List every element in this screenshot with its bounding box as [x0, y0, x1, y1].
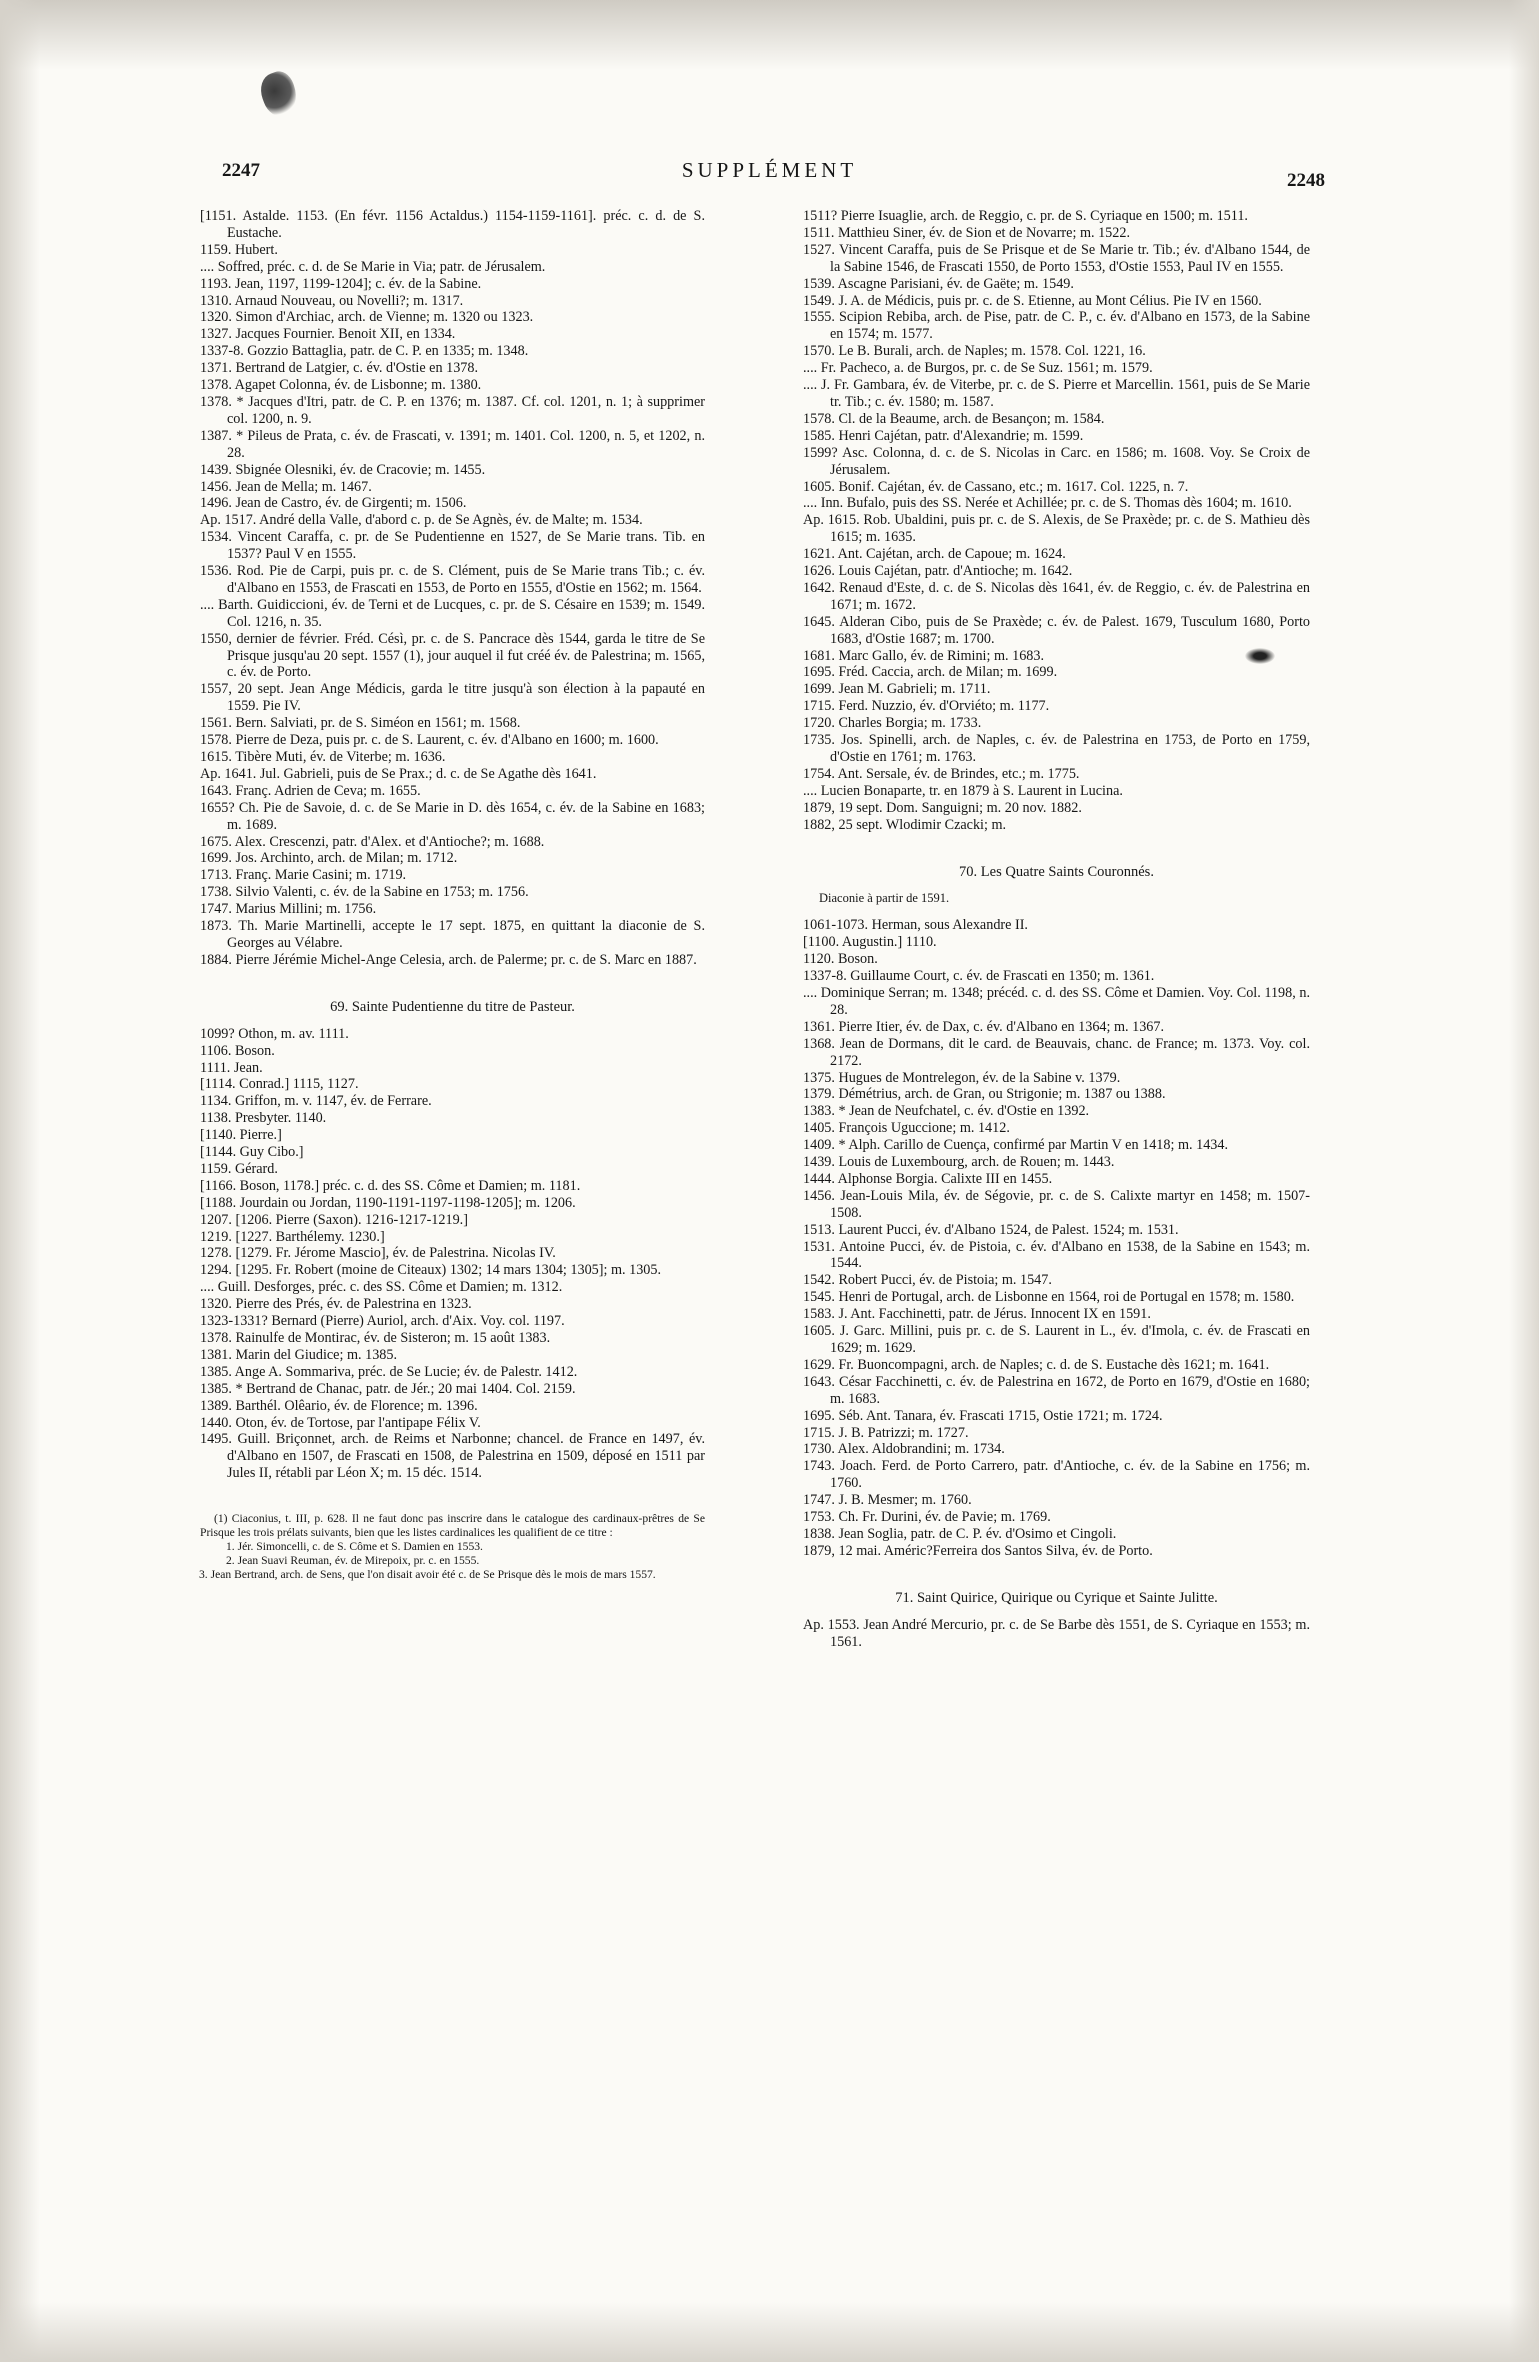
- list-item: 1699. Jos. Archinto, arch. de Milan; m. 1712.: [200, 850, 458, 867]
- list-item: 1753. Ch. Fr. Durini, év. de Pavie; m. 1769.: [803, 1509, 1051, 1526]
- list-item: 1643. César Facchinetti, c. év. de Palestrina en 1672, de Porto en 1679, d'Ostie en 1680; m. 1683.: [803, 1373, 1310, 1407]
- list-item: 1440. Oton, év. de Tortose, par l'antipape Félix V.: [200, 1414, 481, 1431]
- list-item: [1144. Guy Cibo.]: [200, 1144, 304, 1161]
- list-item: 1599? Asc. Colonna, d. c. de S. Nicolas in Carc. en 1586; m. 1608. Voy. Se Croix de Jérusalem.: [803, 444, 1310, 478]
- list-item: [1151. Astalde. 1153. (En févr. 1156 Actaldus.) 1154-1159-1161]. préc. c. d. de S. Eustache.: [200, 208, 705, 241]
- list-item: 1310. Arnaud Nouveau, ou Novelli?; m. 1317.: [200, 292, 464, 309]
- list-item: .... J. Fr. Gambara, év. de Viterbe, pr. c. de S. Pierre et Marcellin. 1561, puis de Se Marie tr. Tib.; c. év. 1580; m. 1587.: [803, 377, 1310, 410]
- ink-blot: [256, 68, 303, 121]
- list-item: 1375. Hugues de Montrelegon, év. de la Sabine v. 1379.: [803, 1069, 1121, 1086]
- section-heading-71: 71. Saint Quirice, Quirique ou Cyrique et Sainte Julitte.: [895, 1589, 1218, 1606]
- list-item: .... Fr. Pacheco, a. de Burgos, pr. c. de Se Suz. 1561; m. 1579.: [803, 360, 1153, 377]
- list-item: 1138. Presbyter. 1140.: [200, 1110, 327, 1127]
- list-item: 1557, 20 sept. Jean Ange Médicis, garda le titre jusqu'à son élection à la papauté en 1559. Pie IV.: [200, 681, 705, 715]
- list-item: 1605. Bonif. Cajétan, év. de Cassano, etc.; m. 1617. Col. 1225, n. 7.: [803, 478, 1189, 495]
- list-item: 1713. Franç. Marie Casini; m. 1719.: [200, 867, 407, 884]
- list-item: 1159. Hubert.: [200, 241, 278, 258]
- entry-list-71: [803, 1617, 1310, 1651]
- ink-stain: [1245, 648, 1275, 664]
- list-item: 1629. Fr. Buoncompagni, arch. de Naples; c. d. de S. Eustache dès 1621; m. 1641.: [803, 1356, 1270, 1373]
- list-item: 1545. Henri de Portugal, arch. de Lisbonne en 1564, roi de Portugal en 1578; m. 1580.: [803, 1289, 1295, 1306]
- list-item: 1539. Ascagne Parisiani, év. de Gaëte; m. 1549.: [803, 275, 1074, 292]
- list-item: 1381. Marin del Giudice; m. 1385.: [200, 1346, 398, 1363]
- list-item: 1495. Guill. Briçonnet, arch. de Reims et Narbonne; chancel. de France en 1497, év. d'Albano en 1507, de Frascati en 1508, de Palestrina en 1509, déposé en 1511 par Jules II, rétabli par Léon X; m. 15 déc. 1514.: [200, 1431, 705, 1482]
- list-item: 1747. Marius Millini; m. 1756.: [200, 901, 377, 918]
- list-item: 1327. Jacques Fournier. Benoit XII, en 1334.: [200, 326, 456, 343]
- list-item: 1320. Simon d'Archiac, arch. de Vienne; m. 1320 ou 1323.: [200, 309, 534, 326]
- list-item: 1106. Boson.: [200, 1042, 275, 1059]
- list-item: 1626. Louis Cajétan, patr. d'Antioche; m. 1642.: [803, 563, 1073, 580]
- list-item: 1527. Vincent Caraffa, puis de Se Prisque et de Se Marie tr. Tib.; év. d'Albano 1544, de la Sabine 1546, de Frascati 1550, de Porto 1553, d'Ostie 1553, Paul IV en 1555.: [803, 241, 1310, 275]
- section-heading-70: 70. Les Quatre Saints Couronnés.: [959, 863, 1154, 880]
- list-item: 1207. [1206. Pierre (Saxon). 1216-1217-1219.]: [200, 1211, 468, 1228]
- list-item: .... Inn. Bufalo, puis des SS. Nerée et Achillée; pr. c. de S. Thomas dès 1604; m. 1610.: [803, 495, 1292, 512]
- footnote-item: 3. Jean Bertrand, arch. de Sens, que l'on disait avoir été c. de Se Prisque dès le mois de mars 1557.: [199, 1568, 656, 1582]
- footnote-item: 1. Jér. Simoncelli, c. de S. Côme et S. Damien en 1553.: [226, 1540, 483, 1554]
- scan-edge-left: [0, 0, 40, 2362]
- running-title: SUPPLÉMENT: [681, 158, 858, 182]
- list-item: [1140. Pierre.]: [200, 1127, 282, 1144]
- list-item: 1578. Cl. de la Beaume, arch. de Besançon; m. 1584.: [803, 410, 1105, 427]
- list-item: 1405. François Uguccione; m. 1412.: [803, 1120, 1010, 1137]
- entry-list-69: [200, 1026, 705, 1482]
- list-item: 1061-1073. Herman, sous Alexandre II.: [803, 917, 1028, 934]
- list-item: 1873. Th. Marie Martinelli, accepte le 17 sept. 1875, en quittant la diaconie de S. Georges au Vélabre.: [200, 918, 705, 951]
- list-item: 1409. * Alph. Carillo de Cuença, confirmé par Martin V en 1418; m. 1434.: [803, 1137, 1229, 1154]
- list-item: 1715. Ferd. Nuzzio, év. d'Orviéto; m. 1177.: [803, 698, 1050, 715]
- list-item: 1882, 25 sept. Wlodimir Czacki; m.: [803, 816, 1007, 833]
- list-item: 1655? Ch. Pie de Savoie, d. c. de Se Marie in D. dès 1654, c. év. de la Sabine en 1683; m. 1689.: [200, 799, 705, 833]
- list-item: 1456. Jean-Louis Mila, év. de Ségovie, pr. c. de S. Calixte martyr en 1458; m. 1507-1508.: [803, 1187, 1310, 1221]
- list-item: 1120. Boson.: [803, 951, 878, 968]
- list-item: 1555. Scipion Rebiba, arch. de Pise, patr. de C. P., c. év. d'Albano en 1573, de la Sabine en 1574; m. 1577.: [803, 309, 1310, 343]
- list-item: 1378. Rainulfe de Montirac, év. de Sisteron; m. 15 août 1383.: [200, 1330, 551, 1346]
- list-item: 1542. Robert Pucci, év. de Pistoia; m. 1547.: [803, 1272, 1052, 1289]
- list-item: [1188. Jourdain ou Jordan, 1190-1191-1197-1198-1205]; m. 1206.: [200, 1194, 576, 1211]
- entry-list-70: [803, 917, 1310, 1559]
- list-item: 1193. Jean, 1197, 1199-1204]; c. év. de la Sabine.: [200, 275, 482, 292]
- list-item: .... Guill. Desforges, préc. c. des SS. Côme et Damien; m. 1312.: [200, 1279, 563, 1296]
- list-item: .... Lucien Bonaparte, tr. en 1879 à S. Laurent in Lucina.: [803, 782, 1123, 799]
- list-item: 1550, dernier de février. Fréd. Césì, pr. c. de S. Pancrace dès 1544, garda le titre de Se Prisque jusqu'au 20 sept. 1557 (1), jour auquel il fut créé év. de Palestrina; m. 1565, c. év. de Porto.: [200, 630, 705, 681]
- list-item: 1513. Laurent Pucci, év. d'Albano 1524, de Palest. 1524; m. 1531.: [803, 1221, 1179, 1238]
- footnotes: [200, 1512, 705, 1582]
- scan-edge-right: [1509, 0, 1539, 2362]
- list-item: [1114. Conrad.] 1115, 1127.: [200, 1076, 359, 1093]
- footnote: (1) Ciaconius, t. III, p. 628. Il ne faut donc pas inscrire dans le catalogue des cardinaux-prêtres de Se Prisque les trois prélats suivants, bien que les listes cardinalices les qualifient de ce titre :: [200, 1512, 705, 1540]
- list-item: 1320. Pierre des Prés, év. de Palestrina en 1323.: [200, 1296, 472, 1313]
- scan-edge-bottom: [0, 2302, 1539, 2362]
- list-item: 1747. J. B. Mesmer; m. 1760.: [803, 1492, 972, 1509]
- list-item: 1645. Alderan Cibo, puis de Se Praxède; c. év. de Palest. 1679, Tusculum 1680, Porto 1683, d'Ostie 1687; m. 1700.: [803, 613, 1310, 647]
- list-item: 1536. Rod. Pie de Carpi, puis pr. c. de S. Clément, puis de Se Marie trans Tib.; c. év. d'Albano en 1553, de Frascati en 1553, de Porto en 1555, d'Ostie en 1562; m. 1564.: [200, 563, 705, 596]
- list-item: 1439. Sbignée Olesniki, év. de Cracovie; m. 1455.: [200, 461, 486, 478]
- list-item: 1278. [1279. Fr. Jérome Mascio], év. de Palestrina. Nicolas IV.: [200, 1245, 556, 1262]
- list-item: Ap. 1615. Rob. Ubaldini, puis pr. c. de S. Alexis, de Se Praxède; pr. c. de S. Mathieu dès 1615; m. 1635.: [803, 512, 1310, 546]
- list-item: 1378. Agapet Colonna, év. de Lisbonne; m. 1380.: [200, 377, 482, 394]
- list-item: Ap. 1641. Jul. Gabrieli, puis de Se Prax.; d. c. de Se Agathe dès 1641.: [200, 765, 597, 782]
- list-item: 1561. Bern. Salviati, pr. de S. Siméon en 1561; m. 1568.: [200, 715, 521, 732]
- list-item: 1549. J. A. de Médicis, puis pr. c. de S. Etienne, au Mont Célius. Pie IV en 1560.: [803, 292, 1262, 309]
- list-item: 1534. Vincent Caraffa, c. pr. de Se Pudentienne en 1527, de Se Marie trans. Tib. en 1537? Paul V en 1555.: [200, 529, 705, 563]
- list-item: Ap. 1517. André della Valle, d'abord c. p. de Se Agnès, év. de Malte; m. 1534.: [200, 512, 643, 529]
- list-item: 1605. J. Garc. Millini, puis pr. c. de S. Laurent in L., év. d'Imola, c. év. de Frascati en 1629; m. 1629.: [803, 1323, 1310, 1356]
- left-column: [200, 208, 705, 1582]
- list-item: 1730. Alex. Aldobrandini; m. 1734.: [803, 1441, 1005, 1458]
- list-item: 1323-1331? Bernard (Pierre) Auriol, arch. d'Aix. Voy. col. 1197.: [200, 1313, 565, 1330]
- list-item: 1511? Pierre Isuaglie, arch. de Reggio, c. pr. de S. Cyriaque en 1500; m. 1511.: [803, 208, 1248, 224]
- list-item: 1754. Ant. Sersale, év. de Brindes, etc.; m. 1775.: [803, 765, 1080, 782]
- list-item: 1681. Marc Gallo, év. de Rimini; m. 1683.: [803, 647, 1045, 664]
- list-item: 1699. Jean M. Gabrieli; m. 1711.: [803, 681, 991, 698]
- list-item: 1368. Jean de Dormans, dit le card. de Beauvais, chanc. de France; m. 1373. Voy. col. 2172.: [803, 1035, 1310, 1069]
- list-item: 1439. Louis de Luxembourg, arch. de Rouen; m. 1443.: [803, 1154, 1115, 1171]
- footnote-item: 2. Jean Suavi Reuman, év. de Mirepoix, pr. c. en 1555.: [226, 1554, 480, 1568]
- list-item: [1166. Boson, 1178.] préc. c. d. des SS. Côme et Damien; m. 1181.: [200, 1177, 581, 1194]
- list-item: 1159. Gérard.: [200, 1160, 278, 1177]
- list-item: 1720. Charles Borgia; m. 1733.: [803, 715, 982, 732]
- list-item: 1219. [1227. Barthélemy. 1230.]: [200, 1228, 385, 1245]
- list-item: 1743. Joach. Ferd. de Porto Carrero, patr. d'Antioche, c. év. de la Sabine en 1756; m. 1760.: [803, 1458, 1310, 1492]
- list-item: 1642. Renaud d'Este, d. c. de S. Nicolas dès 1641, év. de Reggio, c. év. de Palestrina en 1671; m. 1672.: [803, 579, 1310, 613]
- list-item: 1879, 19 sept. Dom. Sanguigni; m. 20 nov. 1882.: [803, 799, 1082, 816]
- list-item: .... Barth. Guidiccioni, év. de Terni et de Lucques, c. pr. de S. Césaire en 1539; m. 1549. Col. 1216, n. 35.: [200, 596, 705, 630]
- list-item: 1361. Pierre Itier, év. de Dax, c. év. d'Albano en 1364; m. 1367.: [803, 1018, 1165, 1035]
- list-item: 1621. Ant. Cajétan, arch. de Capoue; m. 1624.: [803, 546, 1066, 563]
- list-item: 1337-8. Guillaume Court, c. év. de Frascati en 1350; m. 1361.: [803, 968, 1155, 985]
- list-item: 1884. Pierre Jérémie Michel-Ange Celesia, arch. de Palerme; pr. c. de S. Marc en 1887.: [200, 951, 697, 968]
- list-item: 1583. J. Ant. Facchinetti, patr. de Jérus. Innocent IX en 1591.: [803, 1306, 1151, 1323]
- list-item: 1379. Démétrius, arch. de Gran, ou Strigonie; m. 1387 ou 1388.: [803, 1086, 1166, 1103]
- left-page-number: 2247: [222, 160, 260, 181]
- list-item: 1496. Jean de Castro, év. de Girgenti; m. 1506.: [200, 495, 467, 512]
- list-item: 1675. Alex. Crescenzi, patr. d'Alex. et d'Antioche?; m. 1688.: [200, 833, 545, 850]
- list-item: 1389. Barthél. Olêario, év. de Florence; m. 1396.: [200, 1397, 478, 1414]
- list-item: 1099? Othon, m. av. 1111.: [200, 1025, 349, 1042]
- list-item: 1585. Henri Cajétan, patr. d'Alexandrie; m. 1599.: [803, 427, 1084, 444]
- list-item: 1111. Jean.: [200, 1059, 263, 1076]
- list-item: 1378. * Jacques d'Itri, patr. de C. P. en 1376; m. 1387. Cf. col. 1201, n. 1; à supprimer col. 1200, n. 9.: [200, 393, 705, 427]
- entry-list: [200, 208, 705, 969]
- list-item: .... Dominique Serran; m. 1348; précéd. c. d. des SS. Côme et Damien. Voy. Col. 1198, n. 28.: [803, 984, 1310, 1018]
- list-item: 1371. Bertrand de Latgier, c. év. d'Ostie en 1378.: [200, 360, 479, 377]
- entry-list: [803, 208, 1310, 834]
- list-item: 1643. Franç. Adrien de Ceva; m. 1655.: [200, 782, 421, 799]
- list-item: 1387. * Pileus de Prata, c. év. de Frascati, v. 1391; m. 1401. Col. 1200, n. 5, et 1202, n. 28.: [200, 427, 705, 461]
- list-item: 1444. Alphonse Borgia. Calixte III en 1455.: [803, 1170, 1053, 1187]
- list-item: 1385. Ange A. Sommariva, préc. de Se Lucie; év. de Palestr. 1412.: [200, 1363, 578, 1380]
- list-item: [1100. Augustin.] 1110.: [803, 934, 937, 951]
- list-item: 1531. Antoine Pucci, év. de Pistoia, c. év. d'Albano en 1538, de la Sabine en 1543; m. 1544.: [803, 1238, 1310, 1272]
- list-item: 1456. Jean de Mella; m. 1467.: [200, 478, 372, 495]
- scan-edge-top: [0, 0, 1539, 70]
- list-item: 1383. * Jean de Neufchatel, c. év. d'Ostie en 1392.: [803, 1103, 1090, 1120]
- section-subheading-70: Diaconie à partir de 1591.: [819, 891, 950, 906]
- list-item: .... Soffred, préc. c. d. de Se Marie in Via; patr. de Jérusalem.: [200, 258, 546, 275]
- list-item: 1615. Tibère Muti, év. de Viterbe; m. 1636.: [200, 749, 446, 765]
- list-item: 1134. Griffon, m. v. 1147, év. de Ferrare.: [200, 1093, 432, 1110]
- list-item: 1695. Séb. Ant. Tanara, év. Frascati 1715, Ostie 1721; m. 1724.: [803, 1407, 1163, 1424]
- right-page-number: 2248: [1287, 170, 1325, 191]
- list-item: 1570. Le B. Burali, arch. de Naples; m. 1578. Col. 1221, 16.: [803, 343, 1146, 360]
- section-heading-69: 69. Sainte Pudentienne du titre de Pasteur.: [330, 998, 575, 1015]
- list-item: 1715. J. B. Patrizzi; m. 1727.: [803, 1424, 969, 1441]
- list-item: 1879, 12 mai. Améric?Ferreira dos Santos Silva, év. de Porto.: [803, 1542, 1153, 1559]
- list-item: 1695. Fréd. Caccia, arch. de Milan; m. 1699.: [803, 664, 1058, 681]
- list-item: 1738. Silvio Valenti, c. év. de la Sabine en 1753; m. 1756.: [200, 884, 529, 901]
- list-item: Ap. 1553. Jean André Mercurio, pr. c. de Se Barbe dès 1551, de S. Cyriaque en 1553; m. 1561.: [803, 1616, 1310, 1650]
- list-item: 1838. Jean Soglia, patr. de C. P. év. d'Osimo et Cingoli.: [803, 1525, 1117, 1542]
- right-column: [803, 208, 1310, 1651]
- list-item: 1578. Pierre de Deza, puis pr. c. de S. Laurent, c. év. d'Albano en 1600; m. 1600.: [200, 732, 659, 749]
- list-item: 1337-8. Gozzio Battaglia, patr. de C. P. en 1335; m. 1348.: [200, 343, 529, 360]
- list-item: 1735. Jos. Spinelli, arch. de Naples, c. év. de Palestrina en 1753, de Porto en 1759, d'Ostie en 1761; m. 1763.: [803, 732, 1310, 765]
- list-item: 1511. Matthieu Siner, év. de Sion et de Novarre; m. 1522.: [803, 224, 1130, 241]
- list-item: 1294. [1295. Fr. Robert (moine de Citeaux) 1302; 14 mars 1304; 1305]; m. 1305.: [200, 1262, 662, 1279]
- list-item: 1385. * Bertrand de Chanac, patr. de Jér.; 20 mai 1404. Col. 2159.: [200, 1380, 576, 1397]
